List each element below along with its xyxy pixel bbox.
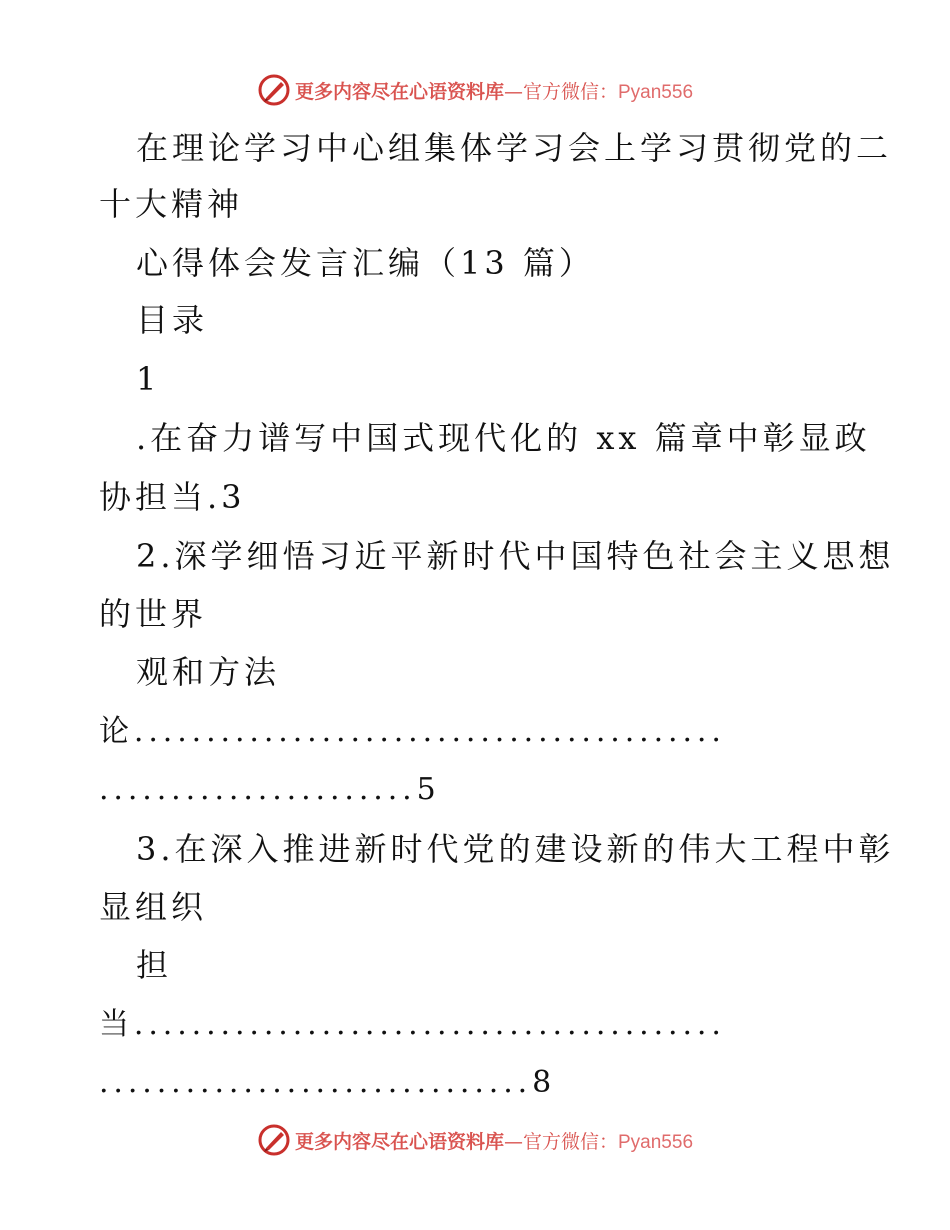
toc-item-2-leader-2: ......................5 (99, 772, 441, 807)
watermark-banner-top (0, 70, 950, 110)
toc-item-2-line-b: 的世界 (99, 595, 208, 633)
toc-heading: 目录 (136, 301, 209, 339)
toc-item-1-line-b: 协担当.3 (99, 478, 246, 516)
toc-item-2-line-a: 2.深学细悟习近平新时代中国特色社会主义思想 (136, 537, 895, 575)
toc-number-1: 1 (136, 360, 161, 398)
watermark-left-text: 更多内容尽在心语资料库 (294, 1130, 504, 1153)
subtitle: 心得体会发言汇编（13 篇） (136, 244, 595, 282)
watermark-separator: — (503, 80, 523, 103)
pen-circle-logo-icon (257, 1123, 291, 1157)
watermark-left-text: 更多内容尽在心语资料库 (294, 80, 504, 103)
toc-item-3-line-b: 显组织 (99, 888, 208, 926)
title-line-1: 在理论学习中心组集体学习会上学习贯彻党的二 (136, 129, 893, 167)
watermark-separator: — (503, 1130, 523, 1153)
toc-item-3-line-a: 3.在深入推进新时代党的建设新的伟大工程中彰 (136, 830, 895, 868)
toc-item-2-leader-1: 论......................................... (99, 714, 726, 749)
title-line-2: 十大精神 (99, 185, 244, 223)
toc-item-3-line-c: 担 (136, 946, 173, 984)
toc-item-3-leader-1: 当......................................... (99, 1007, 726, 1042)
watermark-right-text: 官方微信： (522, 1130, 618, 1153)
toc-item-2-line-c: 观和方法 (136, 653, 281, 691)
watermark-right-text: 官方微信： (522, 80, 618, 103)
toc-item-3-leader-2: ..............................8 (99, 1065, 557, 1100)
toc-item-1-line-a: .在奋力谱写中国式现代化的 xx 篇章中彰显政 (136, 419, 871, 457)
watermark-account: Pyan556 (618, 1131, 694, 1153)
pen-circle-logo-icon (257, 73, 291, 107)
watermark-account: Pyan556 (618, 81, 694, 103)
watermark-banner-bottom (0, 1120, 950, 1160)
